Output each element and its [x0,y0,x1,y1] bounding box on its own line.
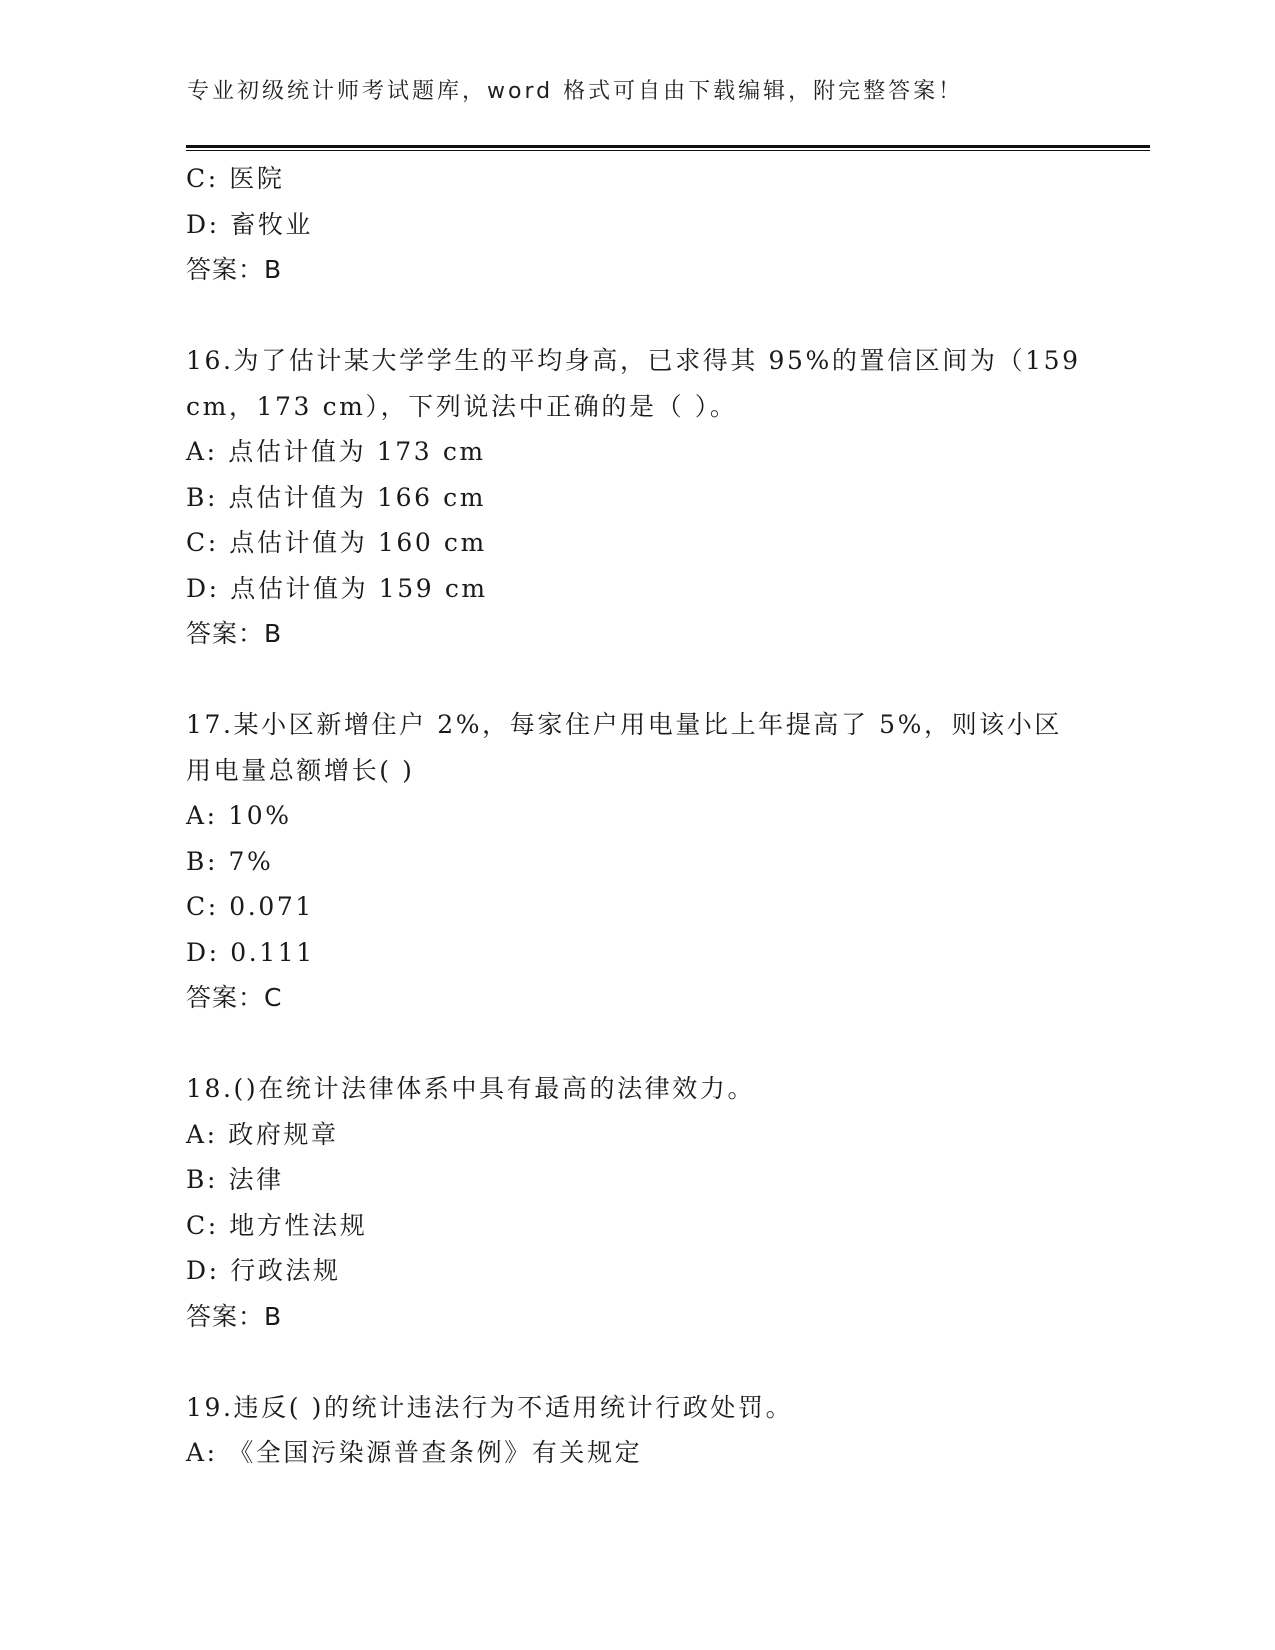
option-a: A: 点估计值为 173 cm [186,437,486,466]
option-c: C: 地方性法规 [186,1210,368,1240]
answer-line: 答案：B [186,1301,283,1331]
option-d: D: 0.111 [186,937,315,967]
question-stem: 17.某小区新增住户 2%，每家住户用电量比上年提高了 5%，则该小区 [186,710,1062,739]
header-rule-thick [186,145,1150,148]
option-b: B: 点估计值为 166 cm [186,482,487,512]
page-header: 专业初级统计师考试题库，word 格式可自由下载编辑，附完整答案！ [187,79,964,104]
spacer [186,1339,1086,1385]
option-d: D: 畜牧业 [186,209,314,239]
option-a: A: 10% [186,801,292,830]
option-d: D: 点估计值为 159 cm [186,573,488,603]
spacer [186,1021,1086,1067]
option-c: C: 0.071 [186,892,314,921]
option-c: C: 点估计值为 160 cm [186,528,487,557]
option-d: D: 行政法规 [186,1256,341,1285]
answer-line: 答案：C [186,983,283,1012]
option-a: A: 《全国污染源普查条例》有关规定 [186,1438,643,1467]
question-stem: 18.()在统计法律体系中具有最高的法律效力。 [186,1074,756,1103]
header-rule-thin [186,150,1150,151]
question-stem: cm，173 cm），下列说法中正确的是（ ）。 [186,391,738,421]
question-stem: 19.违反( )的统计违法行为不适用统计行政处罚。 [186,1392,794,1422]
question-list [186,156,1086,1476]
option-b: B: 法律 [186,1165,284,1194]
option-a: A: 政府规章 [186,1119,339,1149]
option-c: C: 医院 [186,164,285,193]
answer-line: 答案：B [186,255,283,284]
question-stem: 16.为了估计某大学学生的平均身高，已求得其 95%的置信区间为（159 [186,346,1081,375]
option-b: B: 7% [186,846,274,876]
spacer [186,657,1086,703]
answer-line: 答案：B [186,619,283,648]
spacer [186,293,1086,339]
question-stem: 用电量总额增长( ) [186,755,415,785]
